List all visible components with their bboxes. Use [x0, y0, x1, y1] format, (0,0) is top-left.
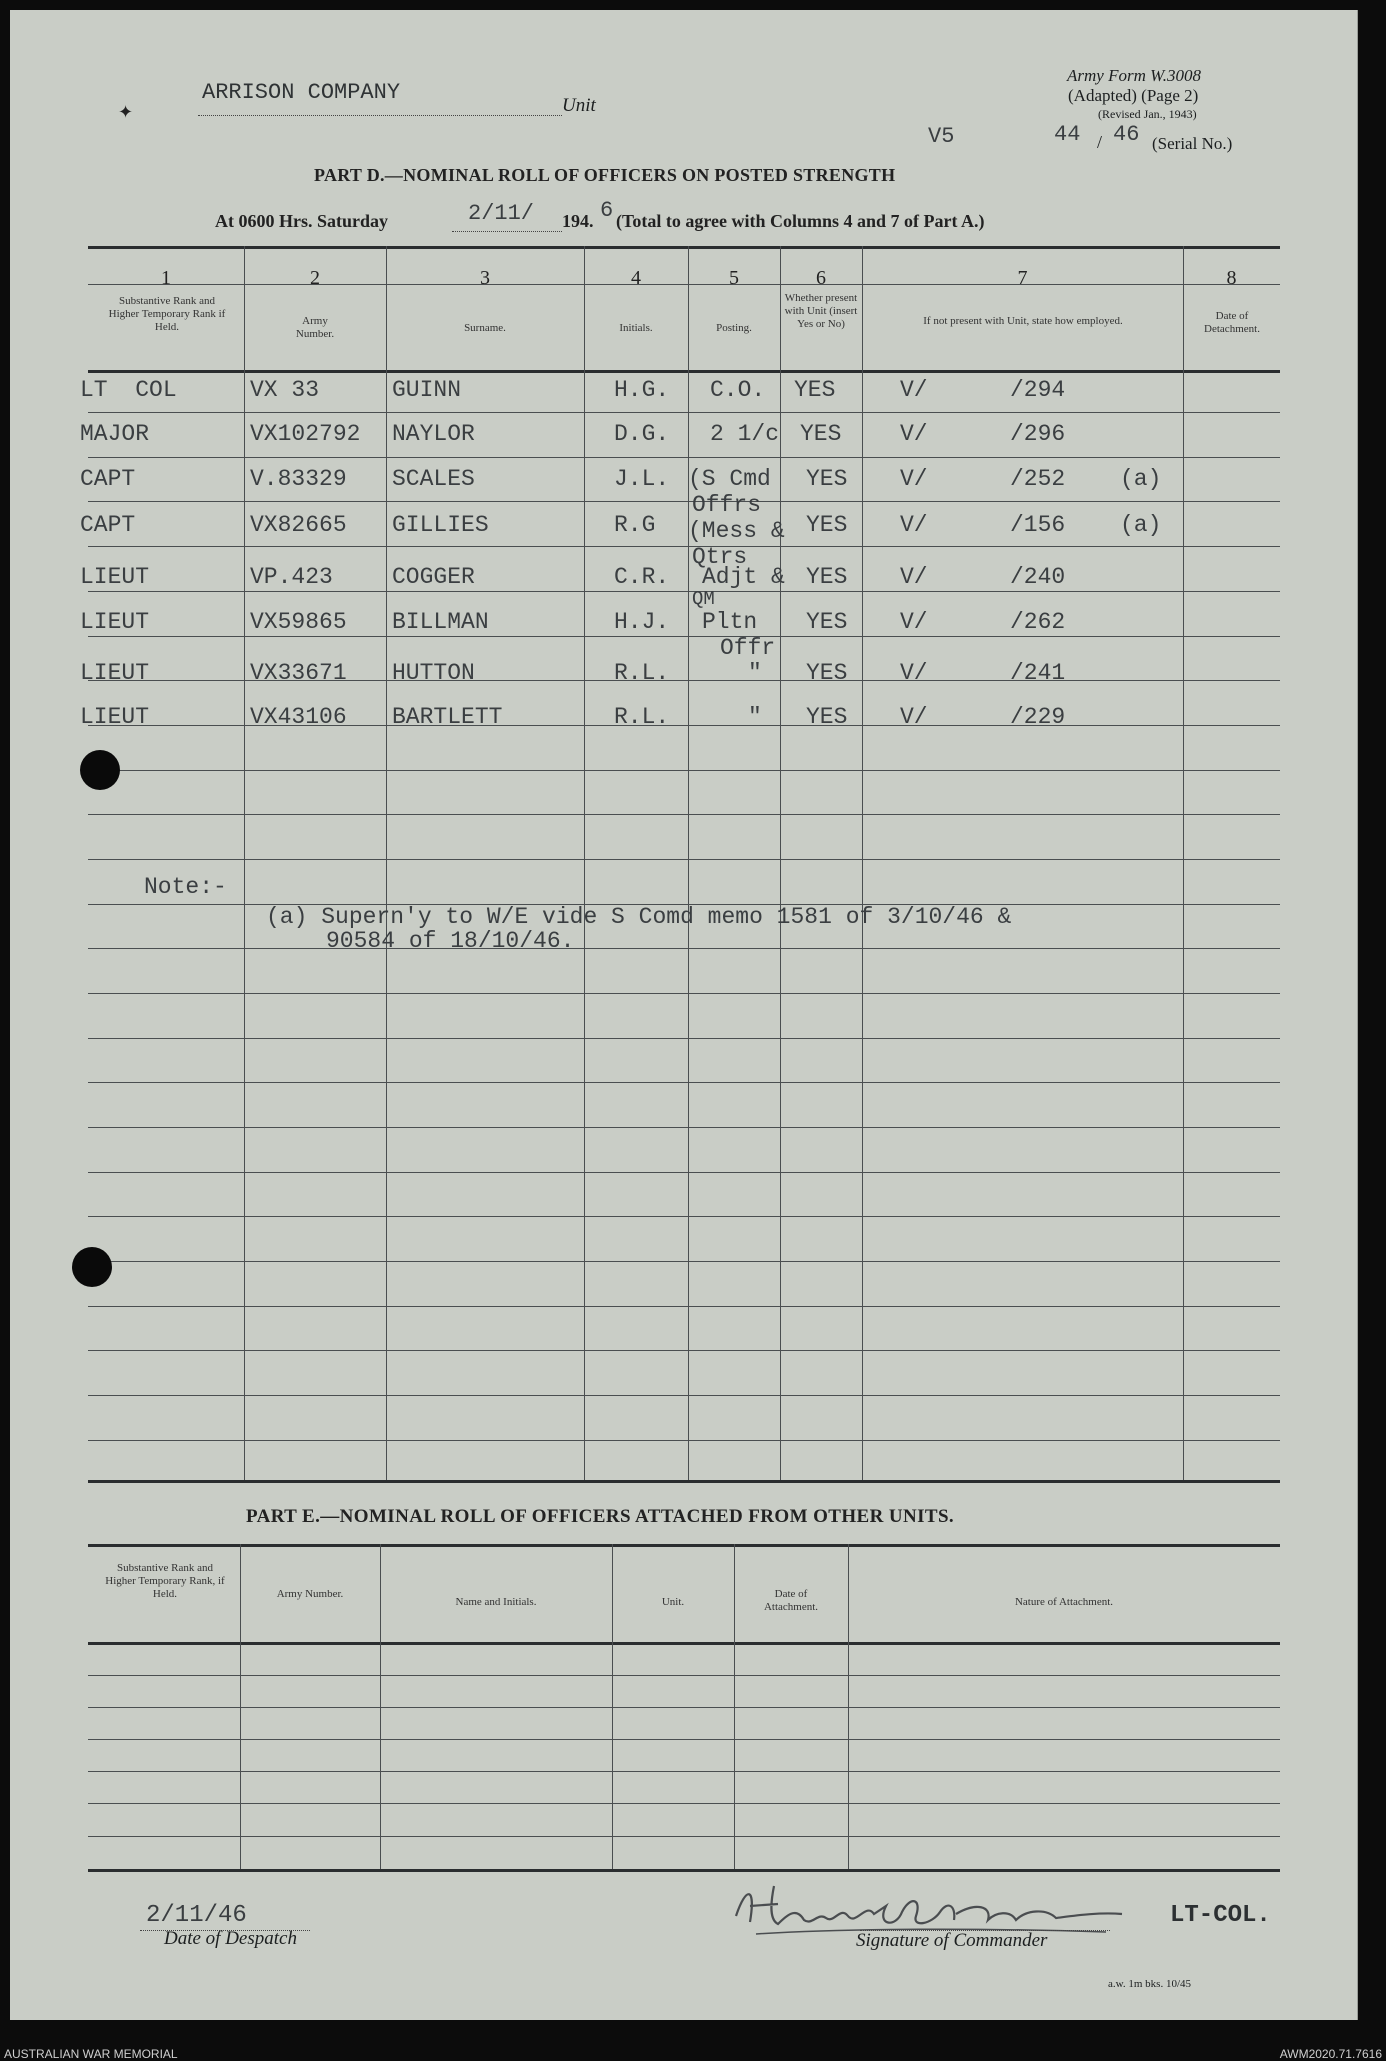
- row-initials: D.G.: [614, 421, 670, 447]
- e-col-header-rank: Substantive Rank and Higher Temporary Rank, if Held.: [105, 1562, 225, 1600]
- col-header-army-number: Army Number.: [295, 315, 335, 340]
- note-line-1: (a) Supern'y to W/E vide S Comd memo 1581 of 3/10/46 &: [266, 904, 1012, 930]
- ruled-line: [88, 1739, 1280, 1740]
- row-present: YES: [806, 564, 848, 590]
- row-v: V/: [900, 512, 928, 538]
- year-prefix: 194.: [562, 211, 594, 231]
- unit-name: ARRISON COMPANY: [202, 80, 401, 105]
- row-rank: LIEUT: [80, 564, 150, 590]
- ruled-line: [88, 501, 1280, 502]
- col-number-8: 8: [1226, 267, 1237, 289]
- col-number-5: 5: [729, 267, 739, 289]
- row-army-number: VX59865: [250, 609, 347, 635]
- col-header-employed: If not present with Unit, state how employed.: [923, 315, 1123, 327]
- row-initials: R.L.: [614, 704, 670, 730]
- commander-rank: LT-COL.: [1170, 1902, 1271, 1929]
- row-initials: H.G.: [614, 377, 670, 403]
- total-note: (Total to agree with Columns 4 and 7 of Part A.): [616, 211, 985, 231]
- row-initials: J.L.: [614, 466, 670, 492]
- row-rank: MAJOR: [80, 421, 150, 447]
- posting-continuation: Offrs: [692, 492, 762, 518]
- row-v: V/: [900, 704, 928, 730]
- ruled-line: [88, 1216, 1280, 1217]
- col-divider-1: [244, 246, 245, 1480]
- col-divider-5: [780, 246, 781, 1480]
- despatch-label: Date of Despatch: [164, 1928, 297, 1949]
- note-line-2: 90584 of 18/10/46.: [326, 928, 575, 954]
- row-present: YES: [800, 421, 842, 447]
- row-rank: LIEUT: [80, 704, 150, 730]
- ruled-line: [88, 1306, 1280, 1307]
- row-posting: Pltn: [702, 609, 758, 635]
- row-v: V/: [900, 421, 928, 447]
- col-number-7: 7: [1017, 267, 1028, 289]
- row-v: V/: [900, 660, 928, 686]
- col-divider-7: [1183, 246, 1184, 1480]
- row-note: (a): [1120, 512, 1162, 538]
- row-army-number: VX43106: [250, 704, 347, 730]
- ruled-line: [88, 770, 1280, 771]
- col-divider-4: [688, 246, 689, 1480]
- col-number-1: 1: [161, 267, 171, 289]
- row-present: YES: [806, 512, 848, 538]
- col-header-posting: Posting.: [716, 322, 752, 334]
- at-hours-prefix: At 0600 Hrs. Saturday: [215, 211, 389, 231]
- serial-label: (Serial No.): [1152, 134, 1233, 153]
- part-d-header-rule: [88, 370, 1280, 373]
- row-surname: GUINN: [392, 377, 462, 403]
- arrow-mark-icon: ✦: [118, 102, 134, 122]
- row-ref: /296: [1010, 421, 1066, 447]
- row-surname: GILLIES: [392, 512, 489, 538]
- row-rank: LT COL: [80, 377, 177, 403]
- ruled-line: [88, 591, 1280, 592]
- ruled-line: [88, 1675, 1280, 1676]
- note-label: Note:-: [144, 874, 227, 900]
- row-ref: /156: [1010, 512, 1066, 538]
- unit-underline: [198, 115, 562, 116]
- col-divider-3: [584, 246, 585, 1480]
- col-number-2: 2: [310, 267, 320, 289]
- col-number-3: 3: [480, 267, 490, 289]
- row-present: YES: [806, 609, 848, 635]
- posting-continuation: Qtrs: [692, 544, 748, 570]
- col-divider-2: [386, 246, 387, 1480]
- part-e-title: PART E.—NOMINAL ROLL OF OFFICERS ATTACHED FROM OTHER UNITS.: [246, 1506, 955, 1527]
- serial-b: 46: [1113, 122, 1140, 147]
- serial-slash: /: [1097, 132, 1103, 152]
- row-posting: 2 1/c: [710, 421, 780, 447]
- part-d-bottom-rule: [88, 1480, 1280, 1483]
- ruled-line: [88, 1440, 1280, 1441]
- row-army-number: VX 33: [250, 377, 320, 403]
- ruled-line: [88, 1172, 1280, 1173]
- row-present: YES: [794, 377, 836, 403]
- row-surname: BARTLETT: [392, 704, 503, 730]
- col-header-initials: Initials.: [619, 322, 653, 334]
- row-ref: /262: [1010, 609, 1066, 635]
- form-number: Army Form W.3008: [1067, 66, 1201, 85]
- ruled-line: [88, 1803, 1280, 1804]
- ruled-line: [88, 412, 1280, 413]
- row-posting: Adjt &: [702, 564, 785, 590]
- e-col-header-unit: Unit.: [661, 1596, 685, 1608]
- row-present: YES: [806, 704, 848, 730]
- posting-continuation: QM: [692, 588, 715, 610]
- row-posting: (Mess &: [688, 518, 785, 544]
- col-number-6: 6: [816, 267, 826, 289]
- row-army-number: VP.423: [250, 564, 333, 590]
- row-surname: COGGER: [392, 564, 475, 590]
- ruled-line: [88, 1350, 1280, 1351]
- row-surname: NAYLOR: [392, 421, 475, 447]
- row-army-number: V.83329: [250, 466, 347, 492]
- ruled-line: [88, 1127, 1280, 1128]
- e-col-header-army-number: Army Number.: [276, 1588, 344, 1600]
- serial-code: V5: [928, 124, 955, 149]
- row-initials: R.L.: [614, 660, 670, 686]
- e-col-header-date: Date of Attachment.: [763, 1588, 819, 1613]
- row-present: YES: [806, 660, 848, 686]
- row-surname: SCALES: [392, 466, 475, 492]
- print-note: a.w. 1m bks. 10/45: [1108, 1978, 1192, 1990]
- row-initials: C.R.: [614, 564, 670, 590]
- col-divider-6: [862, 246, 863, 1480]
- ruled-line: [88, 636, 1280, 637]
- date-underline: [452, 231, 562, 232]
- footer-left: AUSTRALIAN WAR MEMORIAL: [4, 2047, 178, 2061]
- date-filled: 2/11/: [468, 201, 535, 226]
- punch-hole-bottom: [72, 1247, 112, 1287]
- part-d-top-rule: [88, 246, 1280, 249]
- part-e-bottom-rule: [88, 1869, 1280, 1872]
- unit-label: Unit: [562, 95, 596, 116]
- despatch-date: 2/11/46: [146, 1902, 247, 1929]
- col-header-detachment: Date of Detachment.: [1204, 310, 1260, 335]
- ruled-line: [88, 1082, 1280, 1083]
- ruled-line: [88, 993, 1280, 994]
- ruled-line: [88, 814, 1280, 815]
- footer-right: AWM2020.71.7616: [1279, 2047, 1382, 2061]
- row-ref: /252: [1010, 466, 1066, 492]
- signature-label: Signature of Commander: [856, 1930, 1048, 1951]
- row-posting: C.O.: [710, 377, 766, 403]
- row-v: V/: [900, 377, 928, 403]
- form-revised: (Revised Jan., 1943): [1098, 107, 1197, 121]
- row-rank: LIEUT: [80, 660, 150, 686]
- form-page: [10, 10, 1358, 2020]
- year-digit: 6: [600, 198, 614, 223]
- ruled-line: [88, 546, 1280, 547]
- ruled-line: [88, 1836, 1280, 1837]
- punch-hole-top: [80, 750, 120, 790]
- row-army-number: VX33671: [250, 660, 347, 686]
- e-col-header-nature: Nature of Attachment.: [1014, 1596, 1114, 1608]
- ruled-line: [88, 859, 1280, 860]
- ruled-line: [88, 457, 1280, 458]
- col-header-rank: Substantive Rank and Higher Temporary Rank if Held.: [108, 295, 226, 333]
- row-ref: /229: [1010, 704, 1066, 730]
- row-posting: (S Cmd: [688, 466, 771, 492]
- form-adapted: (Adapted) (Page 2): [1068, 86, 1199, 105]
- part-e-top-rule: [88, 1544, 1280, 1547]
- row-v: V/: [900, 609, 928, 635]
- col-header-present: Whether present with Unit (insert Yes or No): [784, 292, 858, 330]
- row-surname: BILLMAN: [392, 609, 489, 635]
- serial-a: 44: [1054, 122, 1081, 147]
- row-surname: HUTTON: [392, 660, 475, 686]
- row-posting: ": [748, 704, 762, 730]
- ruled-line: [88, 1771, 1280, 1772]
- row-v: V/: [900, 466, 928, 492]
- row-rank: CAPT: [80, 512, 136, 538]
- row-rank: LIEUT: [80, 609, 150, 635]
- row-ref: /294: [1010, 377, 1066, 403]
- row-army-number: VX82665: [250, 512, 347, 538]
- row-ref: /241: [1010, 660, 1066, 686]
- row-initials: H.J.: [614, 609, 670, 635]
- ruled-line: [88, 1038, 1280, 1039]
- row-present: YES: [806, 466, 848, 492]
- part-d-title: PART D.—NOMINAL ROLL OF OFFICERS ON POSTED STRENGTH: [314, 165, 896, 185]
- posting-continuation: Offr: [720, 635, 776, 661]
- e-col-header-name: Name and Initials.: [455, 1596, 537, 1608]
- row-note: (a): [1120, 466, 1162, 492]
- ruled-line: [88, 948, 1280, 949]
- ruled-line: [88, 1261, 1280, 1262]
- row-rank: CAPT: [80, 466, 136, 492]
- part-e-header-rule: [88, 1642, 1280, 1645]
- col-number-4: 4: [631, 267, 641, 289]
- row-initials: R.G: [614, 512, 656, 538]
- col-header-surname: Surname.: [464, 322, 506, 334]
- row-v: V/: [900, 564, 928, 590]
- row-ref: /240: [1010, 564, 1066, 590]
- ruled-line: [88, 1395, 1280, 1396]
- ruled-line: [88, 1707, 1280, 1708]
- row-army-number: VX102792: [250, 421, 361, 447]
- row-posting: ": [748, 660, 762, 686]
